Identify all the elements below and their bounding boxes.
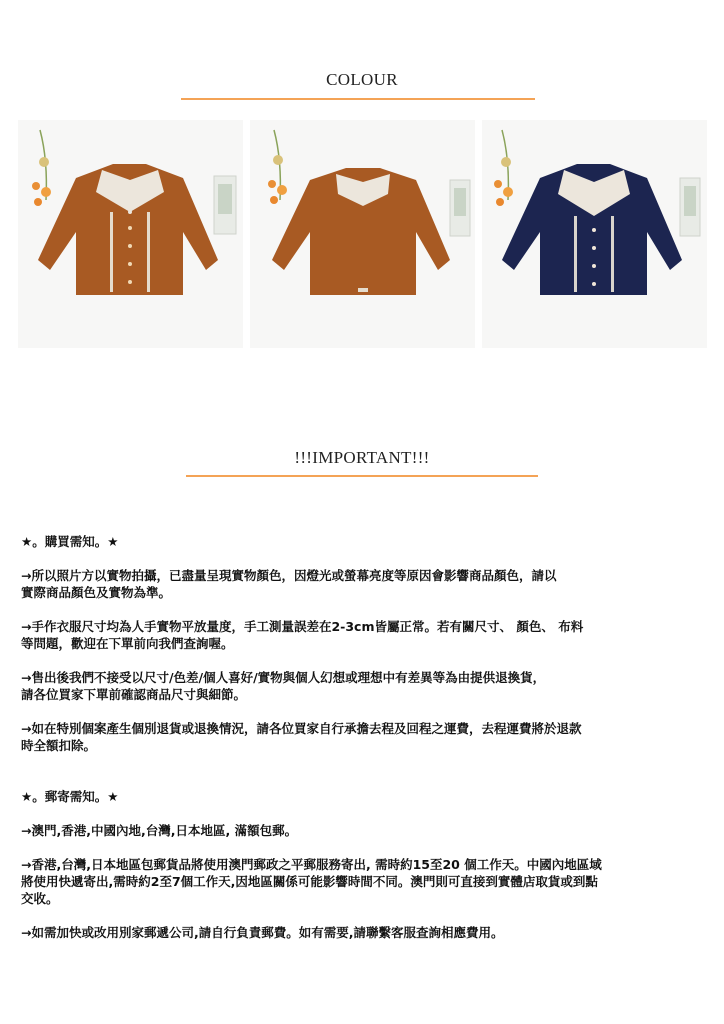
caramel-blouse-front-photo bbox=[18, 120, 243, 348]
shipping-heading: ★。郵寄需知。★ bbox=[21, 789, 119, 804]
purchase-note-3-line-1: →售出後我們不接受以尺寸/色差/個人喜好/實物與個人幻想或理想中有差異等為由提供退換貨， bbox=[21, 670, 546, 685]
important-title: !!!IMPORTANT!!! bbox=[294, 448, 430, 467]
shipping-note-2-line-2: 將使用快遞寄出,需時約2至7個工作天,因地區關係可能影響時間不同。澳門則可直接到實體店取貨或到點 bbox=[21, 874, 598, 889]
purchase-note-1-line-1: →所以照片方以實物拍攝，已盡量呈現實物顏色，因燈光或螢幕亮度等原因會影響商品顏色，請以 bbox=[21, 568, 557, 583]
colour-title: COLOUR bbox=[326, 70, 398, 89]
purchase-note-3-line-2: 請各位買家下單前確認商品尺寸與細節。 bbox=[21, 687, 247, 702]
purchase-note-2-line-2: 等問題，歡迎在下單前向我們查詢喔。 bbox=[21, 636, 234, 651]
shipping-note-1-line-1: →澳門,香港,中國內地,台灣,日本地區, 滿額包郵。 bbox=[21, 823, 298, 838]
purchase-note-4-line-2: 時全額扣除。 bbox=[21, 738, 97, 753]
notes-block bbox=[21, 533, 701, 941]
purchase-note-1-line-2: 實際商品顏色及實物為準。 bbox=[21, 585, 172, 600]
colour-divider bbox=[181, 98, 535, 100]
purchase-note-2-line-1: →手作衣服尺寸均為人手實物平放量度，手工測量誤差在2-3cm皆屬正常。若有關尺寸、 顏色、 布料 bbox=[21, 619, 584, 634]
shipping-note-3-line-1: →如需加快或改用別家郵遞公司,請自行負責郵費。如有需要,請聯繫客服查詢相應費用。 bbox=[21, 925, 504, 940]
shipping-note-2-line-1: →香港,台灣,日本地區包郵貨品將使用澳門郵政之平郵服務寄出, 需時約15至20 個工作天。中國內地區域 bbox=[21, 857, 602, 872]
shipping-note-2-line-3: 交收。 bbox=[21, 891, 59, 906]
purchase-note-4-line-1: →如在特別個案產生個別退貨或退換情況，請各位買家自行承擔去程及回程之運費，去程運費將於退款 bbox=[21, 721, 582, 736]
purchase-heading: ★。購買需知。★ bbox=[21, 534, 119, 549]
caramel-blouse-back-photo bbox=[250, 120, 475, 348]
colour-photos bbox=[18, 120, 708, 350]
navy-blouse-front-photo bbox=[482, 120, 707, 348]
important-divider bbox=[186, 475, 538, 477]
